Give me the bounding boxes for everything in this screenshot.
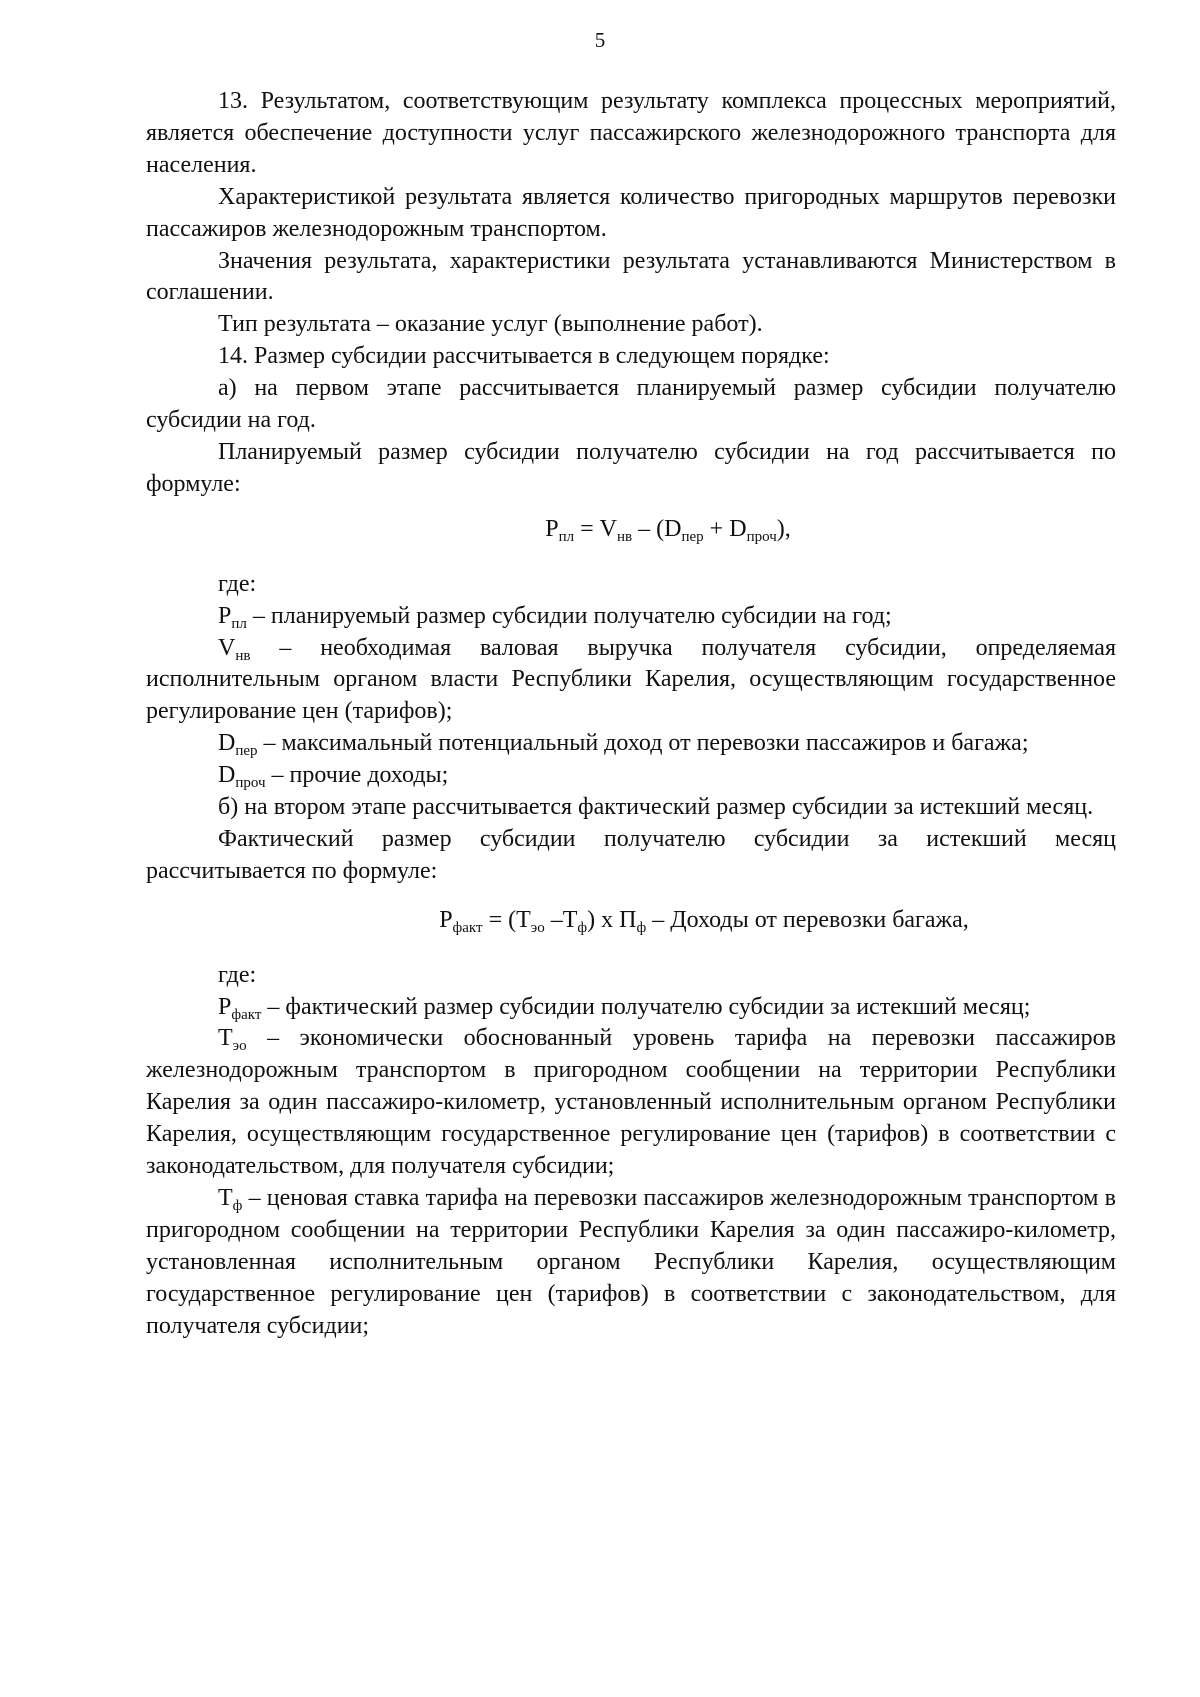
paragraph-characteristic: Характеристикой результата является количество пригородных маршрутов перевозки пассажиров железнодорожным транспортом. bbox=[146, 183, 1116, 242]
paragraph-stage-a: а) на первом этапе рассчитывается планируемый размер субсидии получателю субсидии на год. bbox=[146, 375, 1116, 434]
definition-teo: $Т_{эо}$ – экономически обоснованный уровень тарифа на перевозки пассажиров железнодорожным транспортом в пригородном сообщении на территории Республики Карелия за один пассажиро-километр, установленный исполнительным органом Республики Карелия, осуществляющим государственное регулирование цен (тарифов) в соответствии с законодательством, для получателя субсидии; bbox=[146, 1025, 1116, 1180]
paragraph-result: 13. Результатом, соответствующим результату комплекса процессных мероприятий, является обеспечение доступности услуг пассажирского железнодорожного транспорта для населения. bbox=[146, 88, 1116, 178]
definition-ppl: $P_{пл}$ – планируемый размер субсидии получателю субсидии на год; bbox=[218, 602, 892, 632]
page-number: 5 bbox=[594, 28, 606, 52]
formula-actual: $P_{факт} = (Т_{эо}$ $-Т_ф$) x $П_ф$ – Доходы от перевозки багажа, bbox=[439, 906, 969, 936]
definition-tf: $Т_ф$ – ценовая ставка тарифа на перевозки пассажиров железнодорожным транспортом в пригородном сообщении на территории Республики Карелия за один пассажиро-километр, установленная исполнительным органом Республики Карелия, осуществляющим государственное регулирование цен (тарифов) в соответствии с законодательством, для получателя субсидии; bbox=[146, 1185, 1116, 1339]
paragraph-actual-formula-intro: Фактический размер субсидии получателю субсидии за истекший месяц рассчитывается по формуле: bbox=[146, 825, 1116, 884]
definition-vnv: $V_{нв}$ – необходимая валовая выручка получателя субсидии, определяемая исполнительным органом власти Республики Карелия, осуществляющим государственное регулирование цен (тарифов); bbox=[146, 634, 1116, 725]
where-label-2: где: bbox=[218, 961, 257, 988]
definition-dproch: $D_{проч}$ – прочие доходы; bbox=[218, 762, 449, 792]
definition-dper: $D_{пер}$ – максимальный потенциальный доход от перевозки пассажиров и багажа; bbox=[218, 730, 1029, 760]
definition-pfakt: $P_{факт}$ – фактический размер субсидии получателю субсидии за истекший месяц; bbox=[218, 993, 1031, 1023]
paragraph-planned-formula-intro: Планируемый размер субсидии получателю субсидии на год рассчитывается по формуле: bbox=[146, 438, 1116, 497]
paragraph-stage-b: б) на втором этапе рассчитывается фактический размер субсидии за истекший месяц. bbox=[218, 794, 1094, 821]
where-label: где: bbox=[218, 570, 257, 597]
paragraph-values: Значения результата, характеристики результата устанавливаются Министерством в соглашении. bbox=[146, 247, 1116, 306]
formula-planned: $P_{пл} = V_{нв} - (D_{пер} + D_{проч})$, bbox=[545, 515, 791, 545]
paragraph-subsidy-order: 14. Размер субсидии рассчитывается в следующем порядке: bbox=[218, 343, 830, 370]
paragraph-result-type: Тип результата – оказание услуг (выполнение работ). bbox=[218, 311, 763, 338]
document-body bbox=[146, 86, 1116, 1343]
